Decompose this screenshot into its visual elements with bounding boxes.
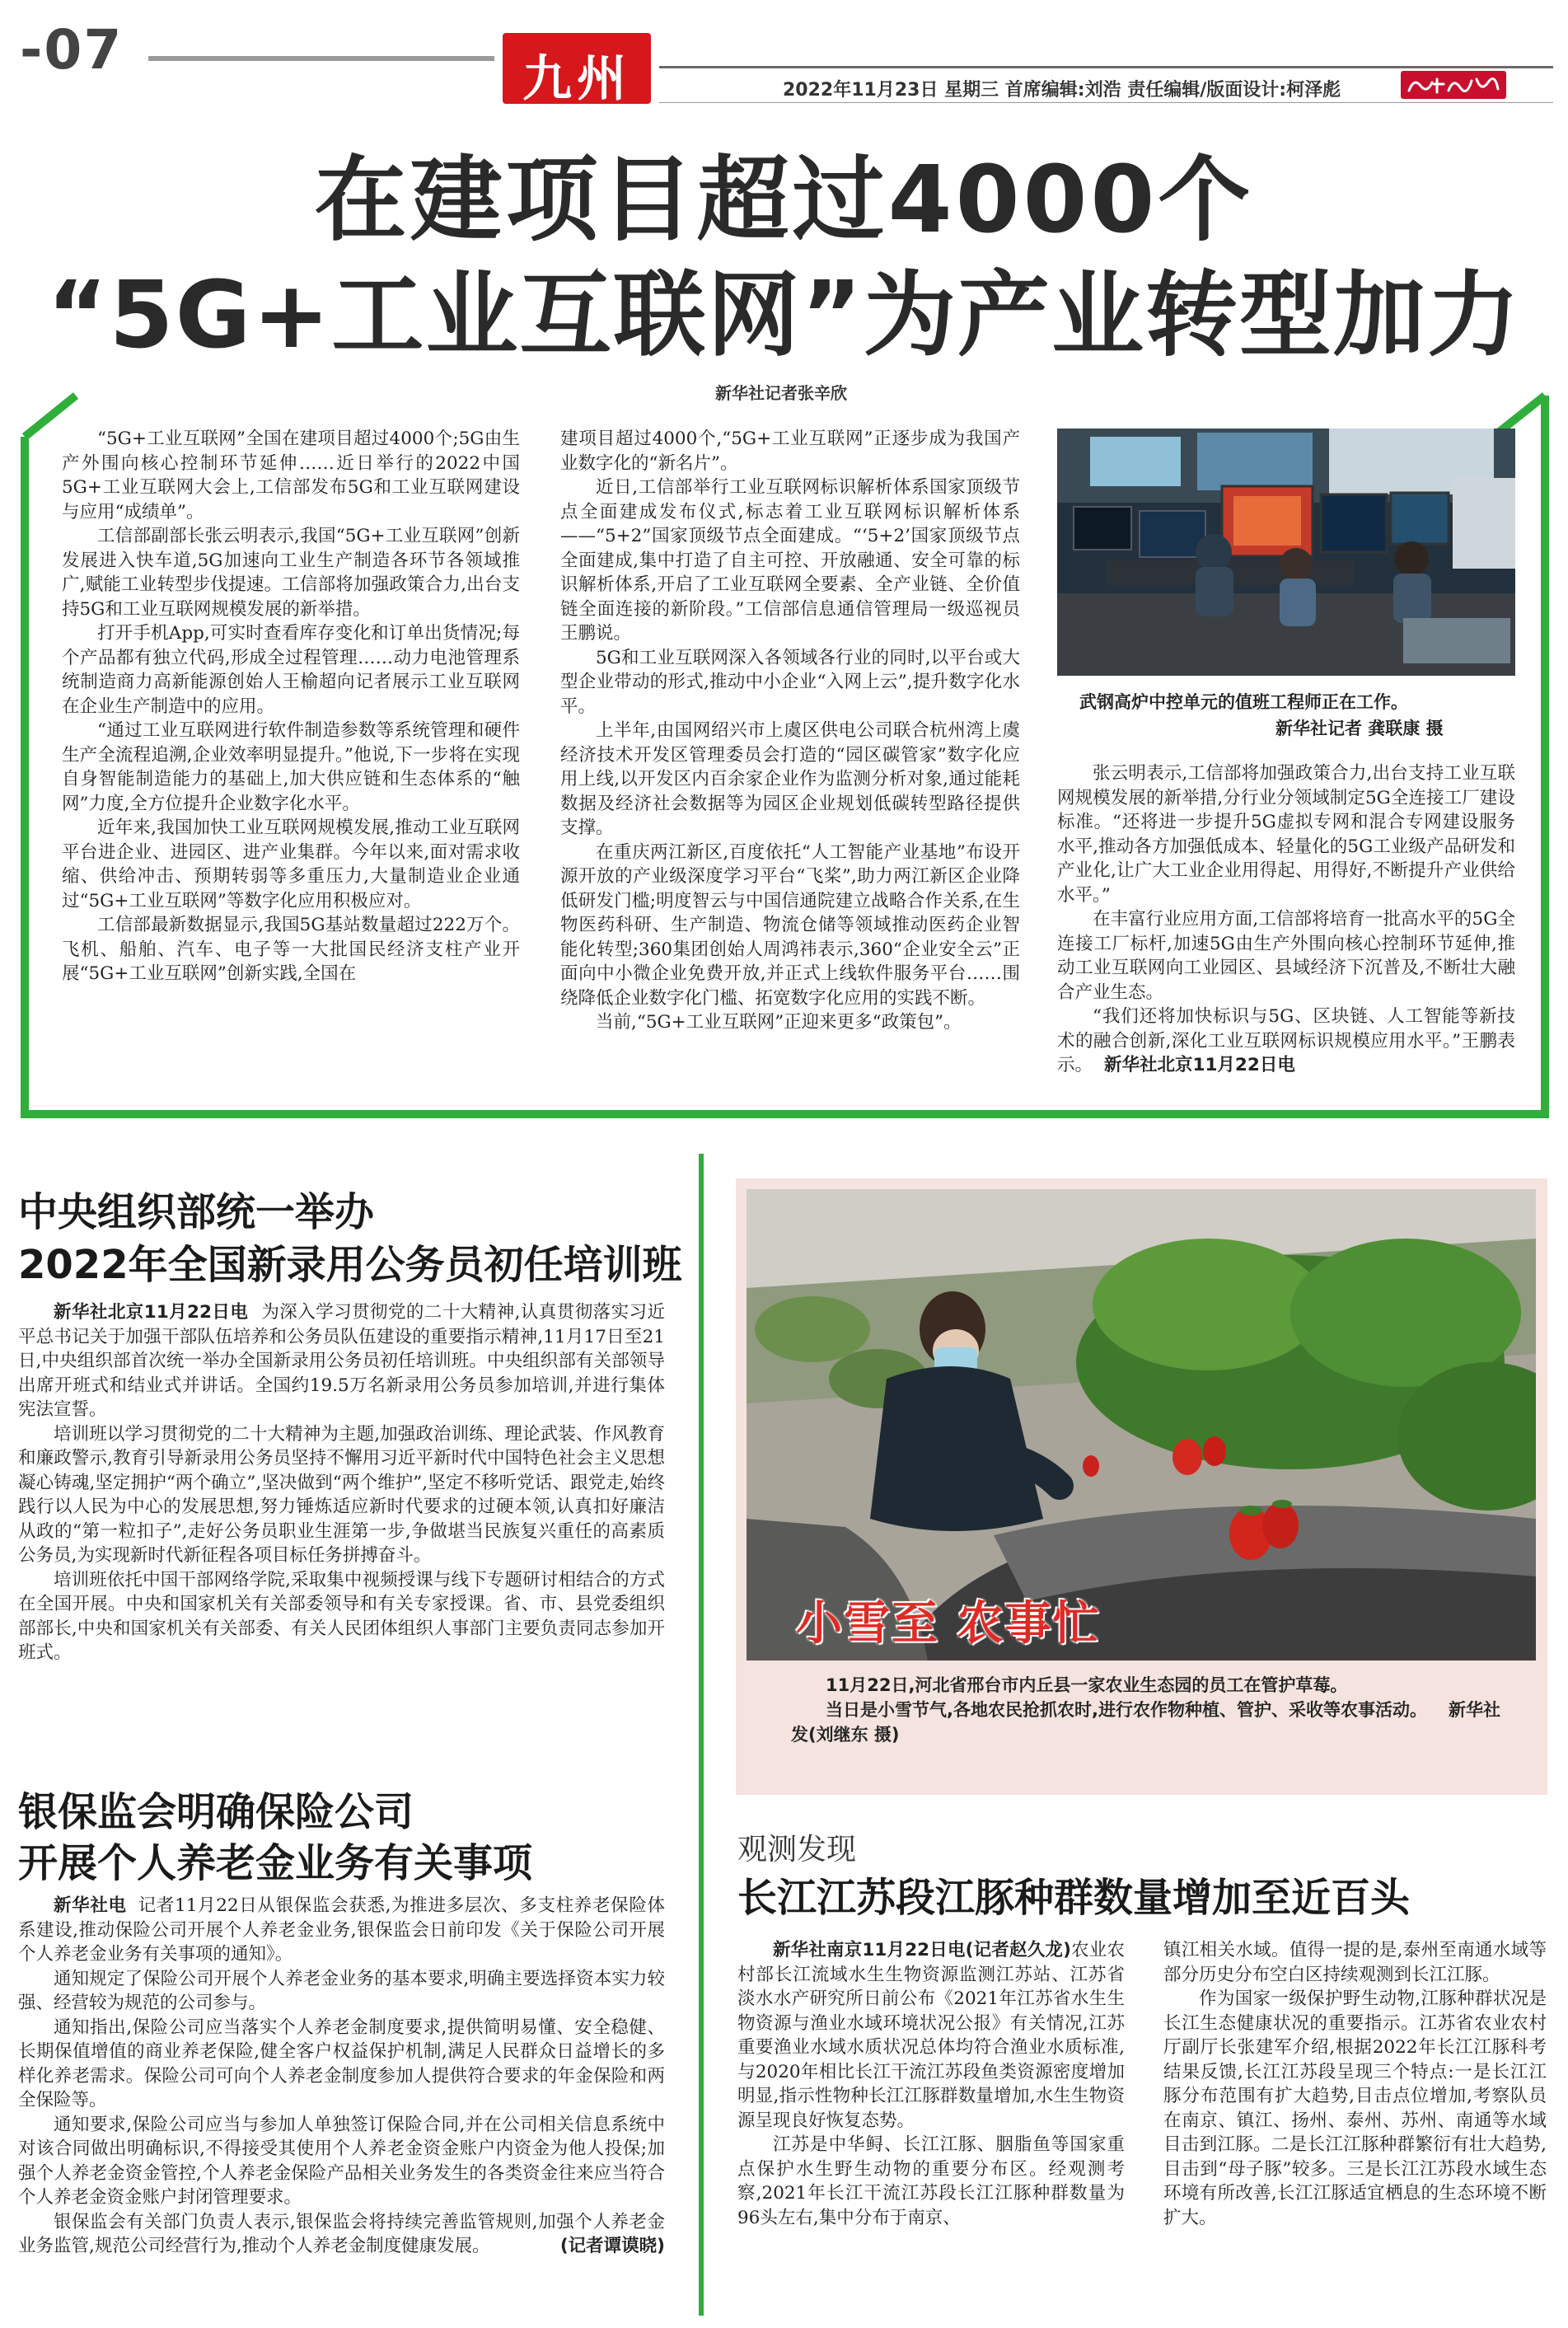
photo2-caption bbox=[791, 1673, 1516, 1747]
date-line: 2022年11月23日 星期三 首席编辑:刘浩 责任编辑/版面设计:柯泽彪 bbox=[783, 80, 1341, 101]
story1-column-1 bbox=[62, 427, 520, 986]
photo1-credit: 新华社记者 龚联康 摄 bbox=[1275, 719, 1444, 738]
story3-headline-2: 开展个人养老金业务有关事项 bbox=[18, 1840, 533, 1886]
paragraph: “5G+工业互联网”全国在建项目超过4000个;5G由生产外围向核心控制环节延伸……近日举行的2022中国5G+工业互联网大会上,工信部发布5G和工业互联网建设与应用“成绩单”。 bbox=[62, 429, 520, 522]
paragraph: 建项目超过4000个,“5G+工业互联网”正逐步成为我国产业数字化的“新名片”。 bbox=[560, 429, 1020, 474]
paragraph bbox=[18, 1894, 665, 1967]
dateline: 新华社南京11月22日电(记者赵久龙) bbox=[773, 1940, 1071, 1960]
story2-headline-2: 2022年全国新录用公务员初任培训班 bbox=[18, 1242, 682, 1288]
paragraph: 通知指出,保险公司应当落实个人养老金制度要求,提供简明易懂、安全稳健、长期保值增值的商业养老保险,健全客户权益保护机制,满足人民群众日益增长的多样化养老需求。保险公司可向个人养老金制度参加人提供符合要求的年金保险和两全保险等。 bbox=[18, 2017, 665, 2110]
paragraph: 培训班依托中国干部网络学院,采取集中视频授课与线下专题研讨相结合的方式在全国开展。中央和国家机关有关部委领导和有关专家授课。省、市、县党委组织部部长,中央和国家机关有关部委、有关人民团体组织人事部门主要负责同志参加开班式。 bbox=[18, 1569, 665, 1663]
paragraph bbox=[1057, 1005, 1515, 1078]
section-name: 九州 bbox=[522, 50, 631, 108]
photo2-overlay-title: 小雪至 农事忙 bbox=[796, 1597, 1101, 1651]
paragraph: 近年来,我国加快工业互联网规模发展,推动工业互联网平台进企业、进园区、进产业集群。今年以来,面对需求收缩、供给冲击、预期转弱等多重压力,大量制造业企业通过“5G+工业互联网”等数字化应用积极应对。 bbox=[62, 817, 520, 911]
lead-text: 农业农村部长江流域水生生物资源监测江苏站、江苏省淡水水产研究所日前公布《2021年江苏省水生生物资源与渔业水域环境状况公报》有关情况,江苏重要渔业水域水质状况总体均符合渔业水质标准,与2020年相比长江干流江苏段鱼类资源密度增加明显,指示性物种长江江豚群数量增加,水生生物资源呈现良好恢复态势。 bbox=[737, 1940, 1125, 2131]
paragraph: 近日,工信部举行工业互联网标识解析体系国家顶级节点全面建成发布仪式,标志着工业互联网标识解析体系——“5+2”国家顶级节点全面建成。“‘5+2’国家顶级节点全面建成,集中打造了自主可控、开放融通、安全可靠的标识解析体系,开启了工业互联网全要素、全产业链、全价值链全面连接的新阶段。”工信部信息通信管理局一级巡视员王鹏说。 bbox=[560, 477, 1020, 644]
dateline: 新华社北京11月22日电 bbox=[54, 1302, 249, 1323]
story3-headline-1: 银保监会明确保险公司 bbox=[18, 1789, 414, 1835]
paragraph bbox=[18, 1300, 665, 1422]
paragraph: 培训班以学习贯彻党的二十大精神为主题,加强政治训练、理论武装、作风教育和廉政警示,教育引导新录用公务员坚持不懈用习近平新时代中国特色社会主义思想凝心铸魂,坚定拥护“两个确立”,坚决做到“两个维护”,坚定不移听党话、跟党走,始终践行以人民为中心的发展思想,努力锤炼适应新时代要求的过硬本领,认真扣好廉洁从政的“第一粒扣子”,走好公务员职业生涯第一步,争做堪当民族复兴重任的高素质公务员,为实现新时代新征程各项目标任务拼搏奋斗。 bbox=[18, 1423, 665, 1566]
signoff: 新华社北京11月22日电 bbox=[1104, 1055, 1295, 1075]
paragraph: 工信部副部长张云明表示,我国“5G+工业互联网”创新发展进入快车道,5G加速向工业生产制造各环节各领域推广,赋能工业转型步伐提速。工信部将加强政策合力,出台支持5G和工业互联网规模发展的新举措。 bbox=[62, 526, 520, 620]
story4-column-1 bbox=[737, 1938, 1125, 2230]
quote-text: “我们还将加快标识与5G、区块链、人工智能等新技术的融合创新,深化工业互联网标识规模应用水平。”王鹏表示。 bbox=[1057, 1006, 1515, 1075]
closing-text: 银保监会有关部门负责人表示,银保监会将持续完善监管规则,加强个人养老金业务监管,规范公司经营行为,推动个人养老金制度健康发展。 bbox=[18, 2211, 665, 2256]
paragraph: 当前,“5G+工业互联网”正迎来更多“政策包”。 bbox=[596, 1012, 962, 1033]
story1-byline: 新华社记者张辛欣 bbox=[715, 383, 847, 403]
paragraph: 工信部最新数据显示,我国5G基站数量超过222万个。飞机、船舶、汽车、电子等一大批国民经济支柱产业开展“5G+工业互联网”创新实践,全国在 bbox=[62, 915, 520, 984]
story1-column-2 bbox=[560, 427, 1020, 1035]
photo-credit: 新华社发(刘继东 摄) bbox=[791, 1700, 1500, 1745]
photo1-caption: 武钢高炉中控单元的值班工程师正在工作。 bbox=[1079, 692, 1408, 712]
paragraph: 张云明表示,工信部将加强政策合力,出台支持工业互联网规模发展的新举措,分行业分领域制定5G全连接工厂建设标准。“还将进一步提升5G虚拟专网和混合专网建设服务水平,推动各方加强低成本、轻量化的5G工业级产品研发和产业化,让广大工业企业用得起、用得好,不断提升产业供给水平。” bbox=[1057, 763, 1515, 906]
headline-line-1: 在建项目超过4000个 bbox=[314, 147, 1254, 254]
paragraph: “通过工业互联网进行软件制造参数等系统管理和硬件生产全流程追溯,企业效率明显提升。”他说,下一步将在实现自身智能制造能力的基础上,加大供应链和生态体系的“触网”力度,全方位提升企业数字化水平。 bbox=[62, 720, 520, 814]
story4-kicker: 观测发现 bbox=[737, 1833, 857, 1867]
story1-column-3 bbox=[1057, 761, 1515, 1078]
paragraph: 江苏是中华鲟、长江江豚、胭脂鱼等国家重点保护水生野生动物的重要分布区。经观测考察,2021年长江干流江苏段长江江豚种群数量为96头左右,集中分布于南京、 bbox=[737, 2134, 1125, 2228]
control-room-photo bbox=[1057, 429, 1515, 676]
column-divider bbox=[699, 1154, 704, 2316]
paragraph: 打开手机App,可实时查看库存变化和订单出货情况;每个产品都有独立代码,形成全过程管理……动力电池管理系统制造商力高新能源创始人王榆超向记者展示工业互联网在企业生产制造中的应用。 bbox=[62, 623, 520, 717]
story4-column-2 bbox=[1163, 1938, 1547, 2230]
caption-text: 当日是小雪节气,各地农民抢抓农时,进行农作物种植、管护、采收等农事活动。 bbox=[826, 1700, 1427, 1720]
headline-line-2: “5G+工业互联网”为产业转型加力 bbox=[47, 262, 1521, 369]
signoff: (记者谭谟晓) bbox=[559, 2236, 665, 2256]
paragraph: 上半年,由国网绍兴市上虞区供电公司联合杭州湾上虞经济技术开发区管理委员会打造的“园区碳管家”数字化应用上线,以开发区内百余家企业作为监测分析对象,通过能耗数据及经济社会数据等为园区企业规划低碳转型路径提供支撑。 bbox=[560, 720, 1020, 838]
paragraph: 通知要求,保险公司应当与参加人单独签订保险合同,并在公司相关信息系统中对该合同做出明确标识,不得接受其使用个人养老金资金账户内资金为他人投保;加强个人养老金资金管控,个人养老金保险产品相关业务发生的各类资金往来应当符合个人养老金资金账户封闭管理要求。 bbox=[18, 2114, 665, 2208]
story2-headline-1: 中央组织部统一举办 bbox=[18, 1189, 375, 1235]
paragraph bbox=[737, 1938, 1125, 2133]
caption-line: 11月22日,河北省邢台市内丘县一家农业生态园的员工在管护草莓。 bbox=[826, 1675, 1348, 1695]
lead-text: 为深入学习贯彻党的二十大精神,认真贯彻落实习近平总书记关于加强干部队伍培养和公务员队伍建设的重要指示精神,11月17日至21日,中央组织部首次统一举办全国新录用公务员初任培训班。中央组织部有关部领导出席开班式和结业式并讲话。全国约19.5万名新录用公务员参加培训,并进行集体宪法宣誓。 bbox=[18, 1302, 665, 1420]
story4-headline: 长江江苏段江豚种群数量增加至近百头 bbox=[737, 1875, 1411, 1921]
lead-text: 记者11月22日从银保监会获悉,为推进多层次、多支柱养老保险体系建设,推动保险公司开展个人养老金业务,银保监会日前印发《关于保险公司开展个人养老金业务有关事项的通知》。 bbox=[18, 1895, 665, 1965]
dateline: 新华社电 bbox=[54, 1895, 127, 1916]
paragraph: 通知规定了保险公司开展个人养老金业务的基本要求,明确主要选择资本实力较强、经营较为规范的公司参与。 bbox=[18, 1968, 665, 2013]
paragraph: 作为国家一级保护野生动物,江豚种群状况是长江生态健康状况的重要指示。江苏省农业农村厅副厅长张建军介绍,根据2022年长江江豚科考结果反馈,长江江苏段呈现三个特点:一是长江江豚分布范围有扩大趋势,目击点位增加,考察队员在南京、镇江、扬州、泰州、苏州、南通等水域目击到江豚。二是长江江豚种群繁衍有壮大趋势,目击到“母子豚”较多。三是长江江苏段水域生态环境有所改善,长江江豚适宜栖息的生态环境不断扩大。 bbox=[1163, 1988, 1547, 2228]
paragraph bbox=[18, 2210, 665, 2259]
page-number: -07 bbox=[20, 18, 124, 82]
story3-body bbox=[18, 1894, 665, 2259]
paragraph: 在重庆两江新区,百度依托“人工智能产业基地”布设开源开放的产业级深度学习平台“飞桨”,助力两江新区企业降低研发门槛;明度智云与中国信通院建立战略合作关系,在生物医药科研、生产制造、物流仓储等领域推动医药企业智能化转型;360集团创始人周鸿祎表示,360“企业安全云”正面向中小微企业免费开放,并正式上线软件服务平台……围绕降低企业数字化门槛、拓宽数字化应用的实践不断。 bbox=[560, 841, 1020, 1009]
paragraph: 在丰富行业应用方面,工信部将培育一批高水平的5G全连接工厂标杆,加速5G由生产外围向核心控制环节延伸,推动工业互联网向工业园区、县域经济下沉普及,不断壮大融合产业生态。 bbox=[1057, 909, 1515, 1003]
paragraph: 5G和工业互联网深入各领域各行业的同时,以平台或大型企业带动的形式,推动中小企业“入网上云”,提升数字化水平。 bbox=[560, 647, 1020, 717]
paragraph: 镇江相关水域。值得一提的是,泰州至南通水域等部分历史分布空白区持续观测到长江江豚。 bbox=[1163, 1940, 1547, 1985]
caption-line bbox=[791, 1698, 1516, 1747]
story2-body bbox=[18, 1300, 665, 1665]
